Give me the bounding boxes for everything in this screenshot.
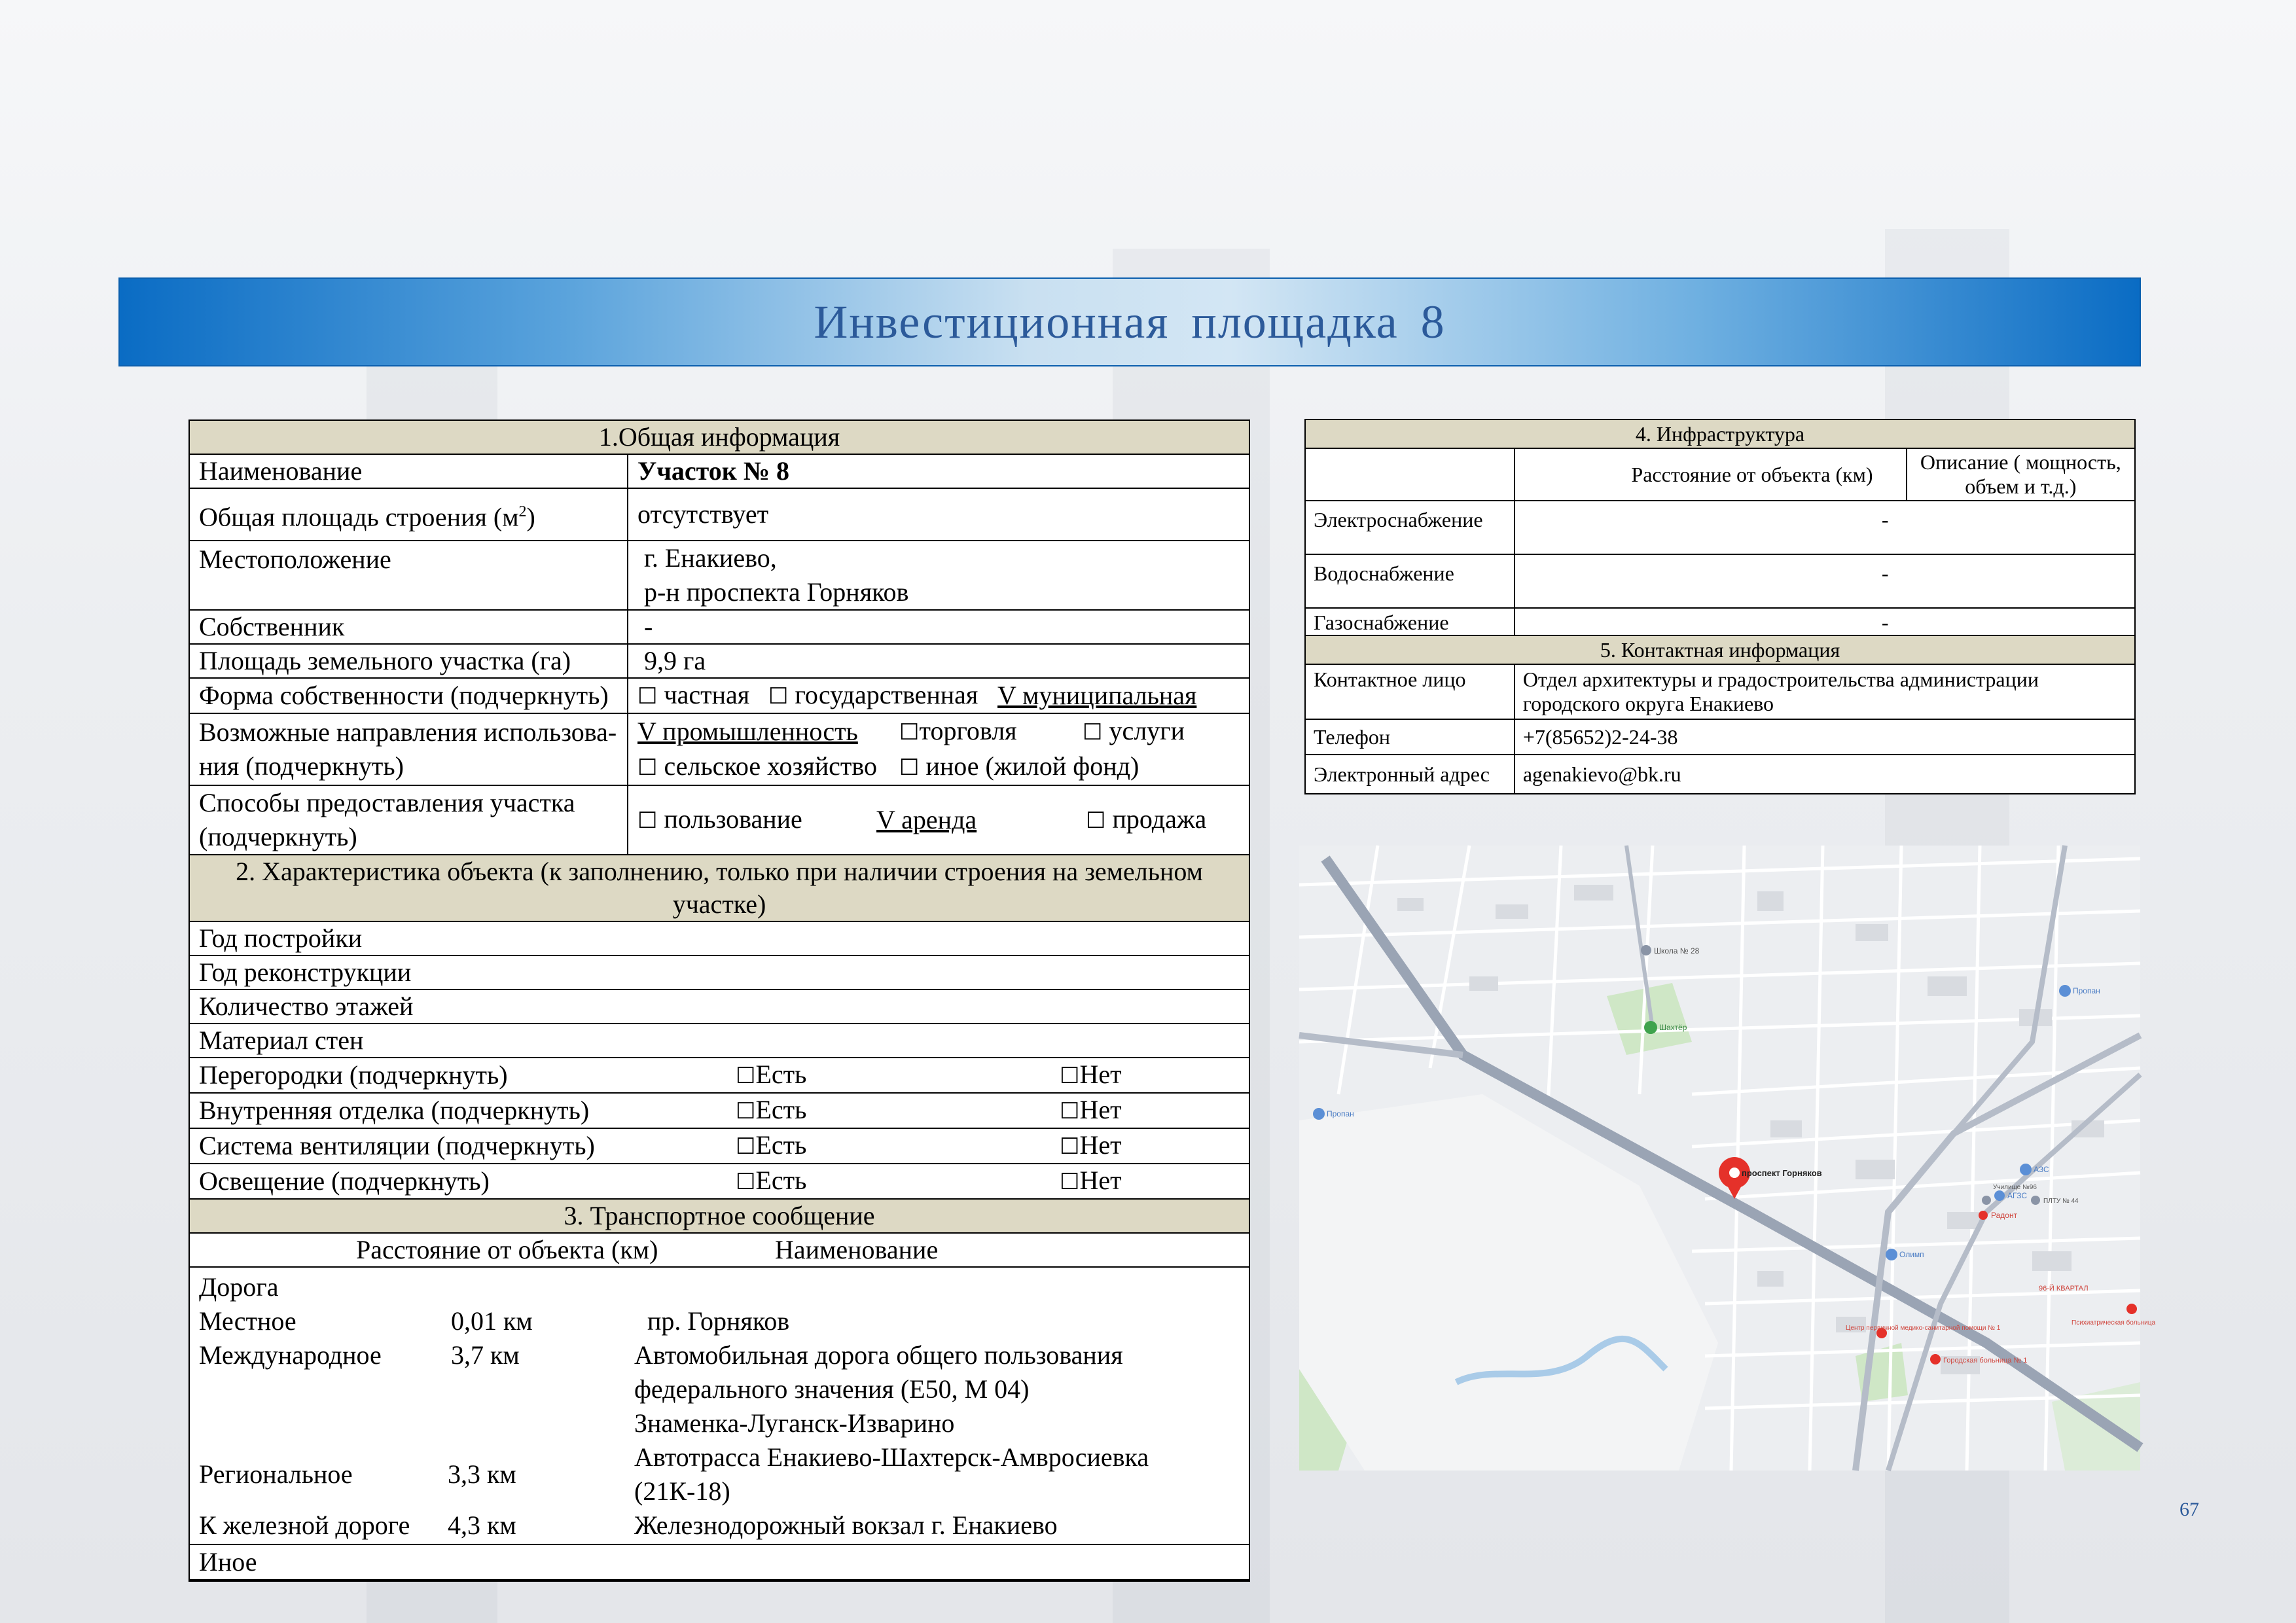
phone-value: +7(85652)2-24-38 xyxy=(1515,719,2135,755)
location-label: Местоположение xyxy=(189,541,628,610)
map-poi-label: Психиатрическая больница xyxy=(2072,1319,2156,1327)
map-poi-label: Олимп xyxy=(1899,1250,1924,1259)
infra-description-header: Описание ( мощность, объем и т.д.) xyxy=(1907,448,2135,501)
usage-industry-option[interactable]: V промышленность xyxy=(637,717,858,746)
transport-name-header: Наименование xyxy=(775,1235,939,1264)
building-area-label: Общая площадь строения $(м^2)$ xyxy=(189,488,628,541)
section-2-title: 2. Характеристика объекта (к заполнению, только при наличии строения на земельном участке) xyxy=(189,855,1249,921)
reconstruction-year-row: Год реконструкции xyxy=(189,955,1249,990)
map-poi-label: Городская больница № 1 xyxy=(1943,1357,2028,1364)
page-title-banner xyxy=(118,277,2141,366)
lighting-row: Освещение (подчеркнуть) ☐Есть ☐Нет xyxy=(189,1164,1249,1199)
partitions-yes-option[interactable]: ☐Есть xyxy=(736,1060,807,1089)
transport-details: Дорога Местное 0,01 км пр. Горняков Международное 3,7 км Автомобильная дорога общего пользования федерального значения (Е50, М 04) Знаменка-Луганск-Изварино Региональное 3,3 км Автотрасса Енакиево-Шахтерск-Амвросиевка (21К-18) К железной дороге 4,3 км Железнодорожный вокзал г. Енакиево xyxy=(189,1267,1249,1544)
partitions-no-option[interactable]: ☐Нет xyxy=(1060,1060,1122,1089)
email-label: Электронный адрес xyxy=(1305,755,1515,794)
build-year-row: Год постройки xyxy=(189,921,1249,955)
lighting-no-option[interactable]: ☐Нет xyxy=(1060,1166,1122,1195)
location-value: г. Енакиево, р-н проспекта Горняков xyxy=(628,541,1249,610)
usage-options xyxy=(628,713,1249,785)
water-label: Водоснабжение xyxy=(1305,554,1515,608)
water-distance: - xyxy=(1515,554,2135,608)
partitions-row: Перегородки (подчеркнуть) ☐Есть ☐Нет xyxy=(189,1058,1249,1093)
name-value: Участок № 8 xyxy=(628,454,1249,488)
transport-distance-header: Расстояние от объекта (км) xyxy=(356,1235,658,1264)
location-map[interactable] xyxy=(1299,846,2156,1471)
contact-person-value: Отдел архитектуры и градостроительства администрации городского округа Енакиево xyxy=(1515,664,2135,719)
interior-no-option[interactable]: ☐Нет xyxy=(1060,1095,1122,1124)
other-row: Иное xyxy=(189,1544,1249,1580)
owner-label: Собственник xyxy=(189,610,628,644)
section-4-title: 4. Инфраструктура xyxy=(1305,419,2135,448)
map-poi-label: Радонт xyxy=(1991,1211,2018,1220)
map-poi-label: Школа № 28 xyxy=(1654,946,1700,955)
infra-distance-header: Расстояние от объекта (км) xyxy=(1515,448,1907,501)
provision-options xyxy=(628,785,1249,855)
ownership-state-option[interactable]: ☐ государственная xyxy=(768,680,978,709)
section-1-title: 1.Общая информация xyxy=(189,420,1249,454)
map-poi-label: АЗС xyxy=(2034,1165,2049,1174)
map-poi-label: Училище №96 xyxy=(1993,1184,2037,1191)
electricity-label: Электроснабжение xyxy=(1305,501,1515,554)
map-poi-label: Центр первичной медико-санитарной помощи № 1 xyxy=(1846,1325,2001,1332)
email-value[interactable]: agenakievo@bk.ru xyxy=(1515,755,2135,794)
map-poi-label: АГЗС xyxy=(2007,1191,2028,1200)
road-label: Дорога xyxy=(199,1272,279,1302)
infrastructure-contact-table xyxy=(1304,419,2136,794)
page-number: 67 xyxy=(2179,1499,2199,1520)
floors-row: Количество этажей xyxy=(189,990,1249,1024)
owner-value: - xyxy=(628,610,1249,644)
provision-use-option[interactable]: ☐ пользование xyxy=(637,804,802,834)
section-5-title: 5. Контактная информация xyxy=(1305,635,2135,664)
ownership-municipal-option[interactable]: V муниципальная xyxy=(997,681,1197,710)
building-area-value: отсутствует xyxy=(628,488,1249,541)
usage-services-option[interactable]: ☐ услуги xyxy=(1083,716,1185,745)
infra-header-empty xyxy=(1305,448,1515,501)
wall-material-row: Материал стен xyxy=(189,1024,1249,1058)
general-info-table xyxy=(188,419,1250,1582)
page-title: Инвестиционная площадка 8 xyxy=(814,295,1446,348)
land-area-label: Площадь земельного участка (га) xyxy=(189,644,628,678)
interior-finish-row: Внутренняя отделка (подчеркнуть) ☐Есть ☐Нет xyxy=(189,1093,1249,1128)
map-poi-label: Шахтёр xyxy=(1659,1023,1687,1032)
transport-header-row xyxy=(189,1233,1249,1267)
lighting-yes-option[interactable]: ☐Есть xyxy=(736,1166,807,1195)
provision-sale-option[interactable]: ☐ продажа xyxy=(1086,804,1207,834)
ventilation-row: Система вентиляции (подчеркнуть) ☐Есть ☐Нет xyxy=(189,1128,1249,1164)
electricity-distance: - xyxy=(1515,501,2135,554)
ownership-form-options xyxy=(628,678,1249,713)
map-graphic xyxy=(1299,846,2156,1471)
interior-yes-option[interactable]: ☐Есть xyxy=(736,1095,807,1124)
usage-label: Возможные направления использова- ния (подчеркнуть) xyxy=(189,713,628,785)
map-poi-label: Пропан xyxy=(1327,1109,1354,1118)
land-area-value: 9,9 га xyxy=(628,644,1249,678)
ownership-private-option[interactable]: ☐ частная xyxy=(637,680,750,709)
gas-label: Газоснабжение xyxy=(1305,608,1515,635)
map-poi-label: 96-Й КВАРТАЛ xyxy=(2039,1285,2089,1293)
contact-person-label: Контактное лицо xyxy=(1305,664,1515,719)
ventilation-no-option[interactable]: ☐Нет xyxy=(1060,1130,1122,1160)
usage-agriculture-option[interactable]: ☐ сельское хозяйство xyxy=(637,751,878,781)
usage-other-option[interactable]: ☐ иное (жилой фонд) xyxy=(899,751,1139,781)
map-marker-label: проспект Горняков xyxy=(1742,1168,1822,1178)
provision-lease-option[interactable]: V аренда xyxy=(876,805,977,834)
map-poi-label: Пропан xyxy=(2073,986,2100,995)
name-label: Наименование xyxy=(189,454,628,488)
provision-label: Способы предоставления участка (подчеркнуть) xyxy=(189,785,628,855)
section-3-title: 3. Транспортное сообщение xyxy=(189,1199,1249,1233)
ventilation-yes-option[interactable]: ☐Есть xyxy=(736,1130,807,1160)
ownership-form-label: Форма собственности (подчеркнуть) xyxy=(189,678,628,713)
gas-distance: - xyxy=(1515,608,2135,635)
usage-trade-option[interactable]: ☐торговля xyxy=(899,716,1017,745)
phone-label: Телефон xyxy=(1305,719,1515,755)
map-poi-label: ПЛТУ № 44 xyxy=(2043,1198,2079,1205)
